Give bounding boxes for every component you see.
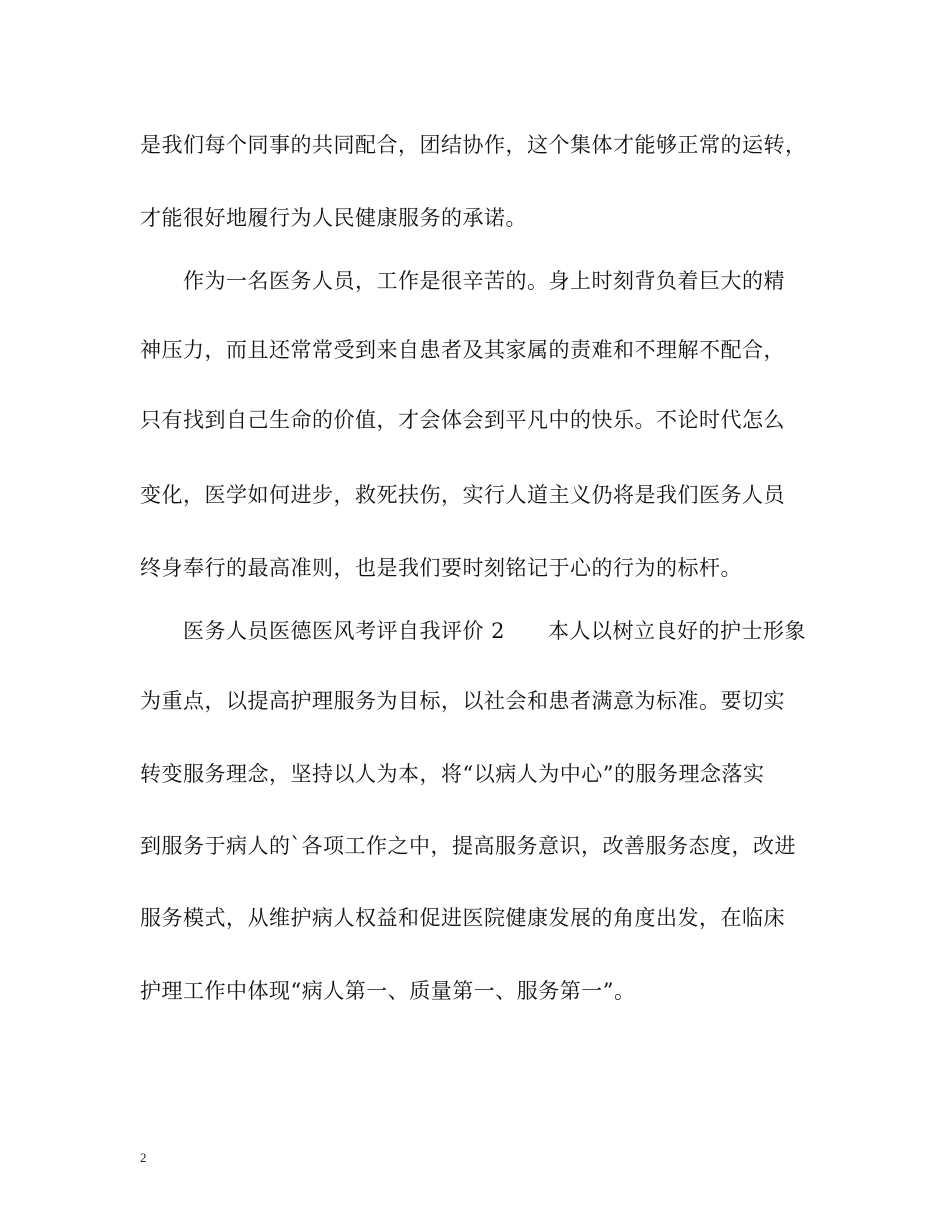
text-line: 才能很好地履行为人民健康服务的承诺。 — [140, 206, 527, 230]
section-heading-line: 医务人员医德医风考评自我评价 2 本人以树立良好的护士形象 — [183, 619, 807, 643]
text-line: 终身奉行的最高准则，也是我们要时刻铭记于心的行为的标杆。 — [140, 556, 742, 580]
text-line: 变化，医学如何进步，救死扶伤，实行人道主义仍将是我们医务人员 — [140, 483, 785, 507]
text-line: 到服务于病人的`各项工作之中，提高服务意识，改善服务态度，改进 — [140, 834, 796, 858]
text-line: 服务模式，从维护病人权益和促进医院健康发展的角度出发，在临床 — [140, 906, 785, 930]
text-line: 只有找到自己生命的价值，才会体会到平凡中的快乐。不论时代怎么 — [140, 408, 785, 432]
text-line: 护理工作中体现“病人第一、质量第一、服务第一”。 — [140, 979, 636, 1003]
paragraph-start-line: 作为一名医务人员，工作是很辛苦的。身上时刻背负着巨大的精 — [183, 269, 785, 293]
page-number: 2 — [140, 1150, 147, 1165]
text-line: 神压力，而且还常常受到来自患者及其家属的责难和不理解不配合， — [140, 338, 785, 362]
text-line: 是我们每个同事的共同配合，团结协作，这个集体才能够正常的运转， — [140, 133, 807, 157]
text-line: 为重点，以提高护理服务为目标，以社会和患者满意为标准。要切实 — [140, 689, 785, 713]
text-line: 转变服务理念，坚持以人为本，将“以病人为中心”的服务理念落实 — [140, 762, 765, 786]
